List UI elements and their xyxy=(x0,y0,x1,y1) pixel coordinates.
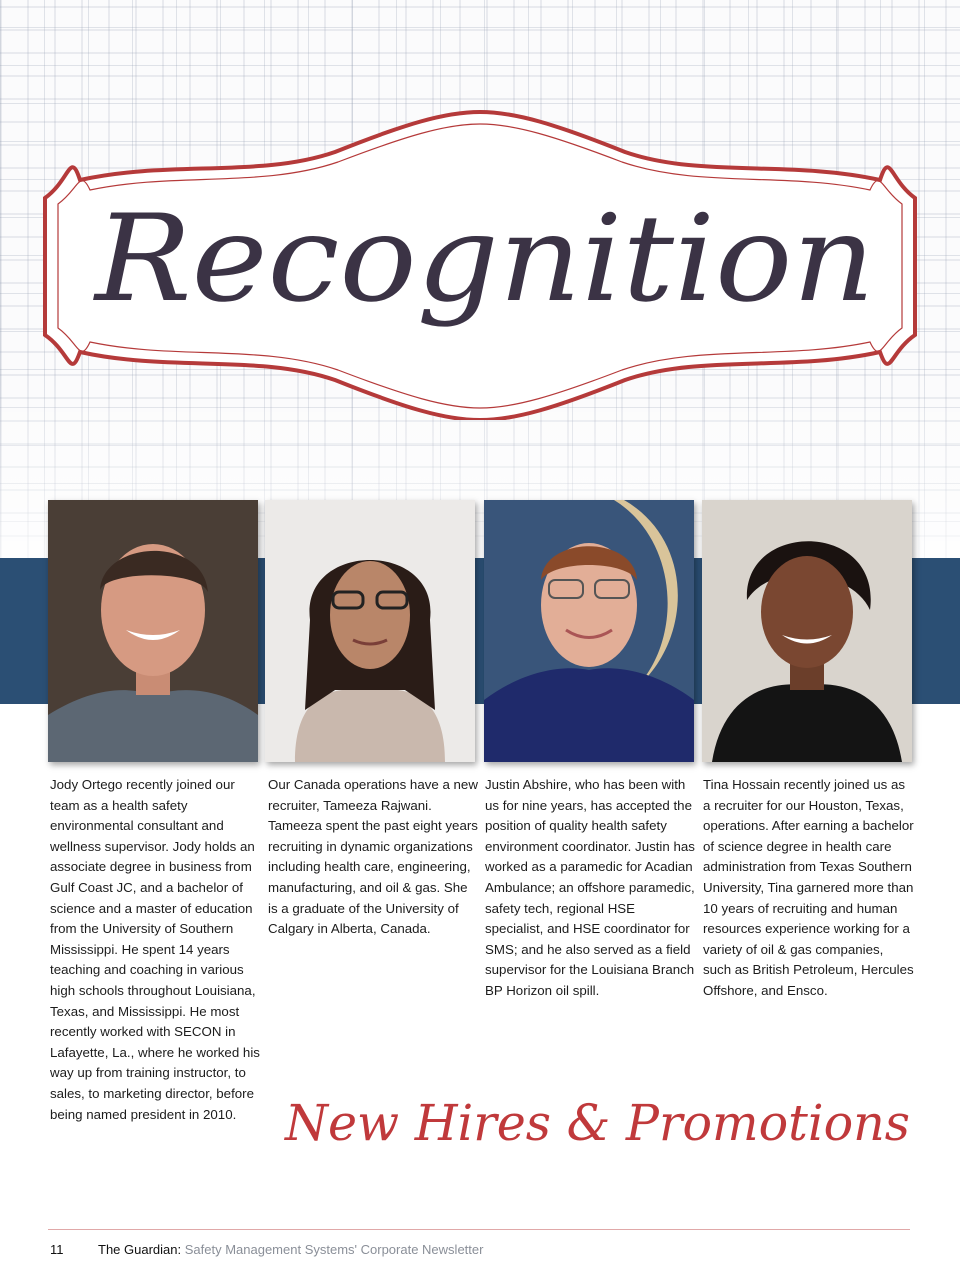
bio-justin-abshire: Justin Abshire, who has been with us for nine years, has accepted the position of quality health safety environment coordinator. Justin has worked as a paramedic for Acadian Ambulance; an offshore paramedic, safety tech, regional HSE specialist, and HSE coordinator for SMS; and he also served as a field supervisor for the Louisiana Branch BP Horizon oil spill. xyxy=(485,777,695,998)
recognition-banner xyxy=(0,0,960,420)
portrait-jody-ortego-icon xyxy=(48,500,258,762)
footer-divider xyxy=(48,1229,910,1230)
photo-tameeza-rajwani xyxy=(265,500,475,762)
publication-line xyxy=(98,1242,483,1257)
portrait-justin-abshire-icon xyxy=(484,500,694,762)
photo-tina-hossain xyxy=(702,500,912,762)
bio-tina-hossain: Tina Hossain recently joined us as a recruiter for our Houston, Texas, operations. After earning a bachelor of science degree in health care administration from Texas Southern University, Tina garnered more than 10 years of recruiting and human resources experience working for a variety of oil & gas companies, such as British Petroleum, Hercules Offshore, and Ensco. xyxy=(703,777,914,998)
bio-jody-ortego: Jody Ortego recently joined our team as a health safety environmental consultant and wellness supervisor. Jody holds an associate degree in business from Gulf Coast JC, and a bachelor of science and a master of education from the University of Southern Mississippi. He spent 14 years teaching and coaching in various high schools throughout Louisiana, Texas, and Mississippi. He most recently worked with SECON in Lafayette, La., where he worked his way up from training instructor, to sales, to marketing director, before being named president in 2010. xyxy=(50,777,260,1122)
section-title: New Hires & Promotions xyxy=(284,1094,911,1152)
publication-subtitle: Safety Management Systems' Corporate Newsletter xyxy=(184,1242,484,1257)
bio-tameeza-rajwani: Our Canada operations have a new recruiter, Tameeza Rajwani. Tameeza spent the past eight years recruiting in dynamic organizations including health care, engineering, manufacturing, and oil & gas. She is a graduate of the University of Calgary in Alberta, Canada. xyxy=(268,777,478,937)
publication-name: The Guardian: xyxy=(98,1242,182,1257)
section-title-wrapper xyxy=(280,1082,920,1162)
banner-title: Recognition xyxy=(92,190,875,329)
portrait-tameeza-rajwani-icon xyxy=(265,500,475,762)
photo-justin-abshire xyxy=(484,500,694,762)
page-number: 11 xyxy=(50,1242,64,1257)
portrait-tina-hossain-icon xyxy=(702,500,912,762)
photo-jody-ortego xyxy=(48,500,258,762)
